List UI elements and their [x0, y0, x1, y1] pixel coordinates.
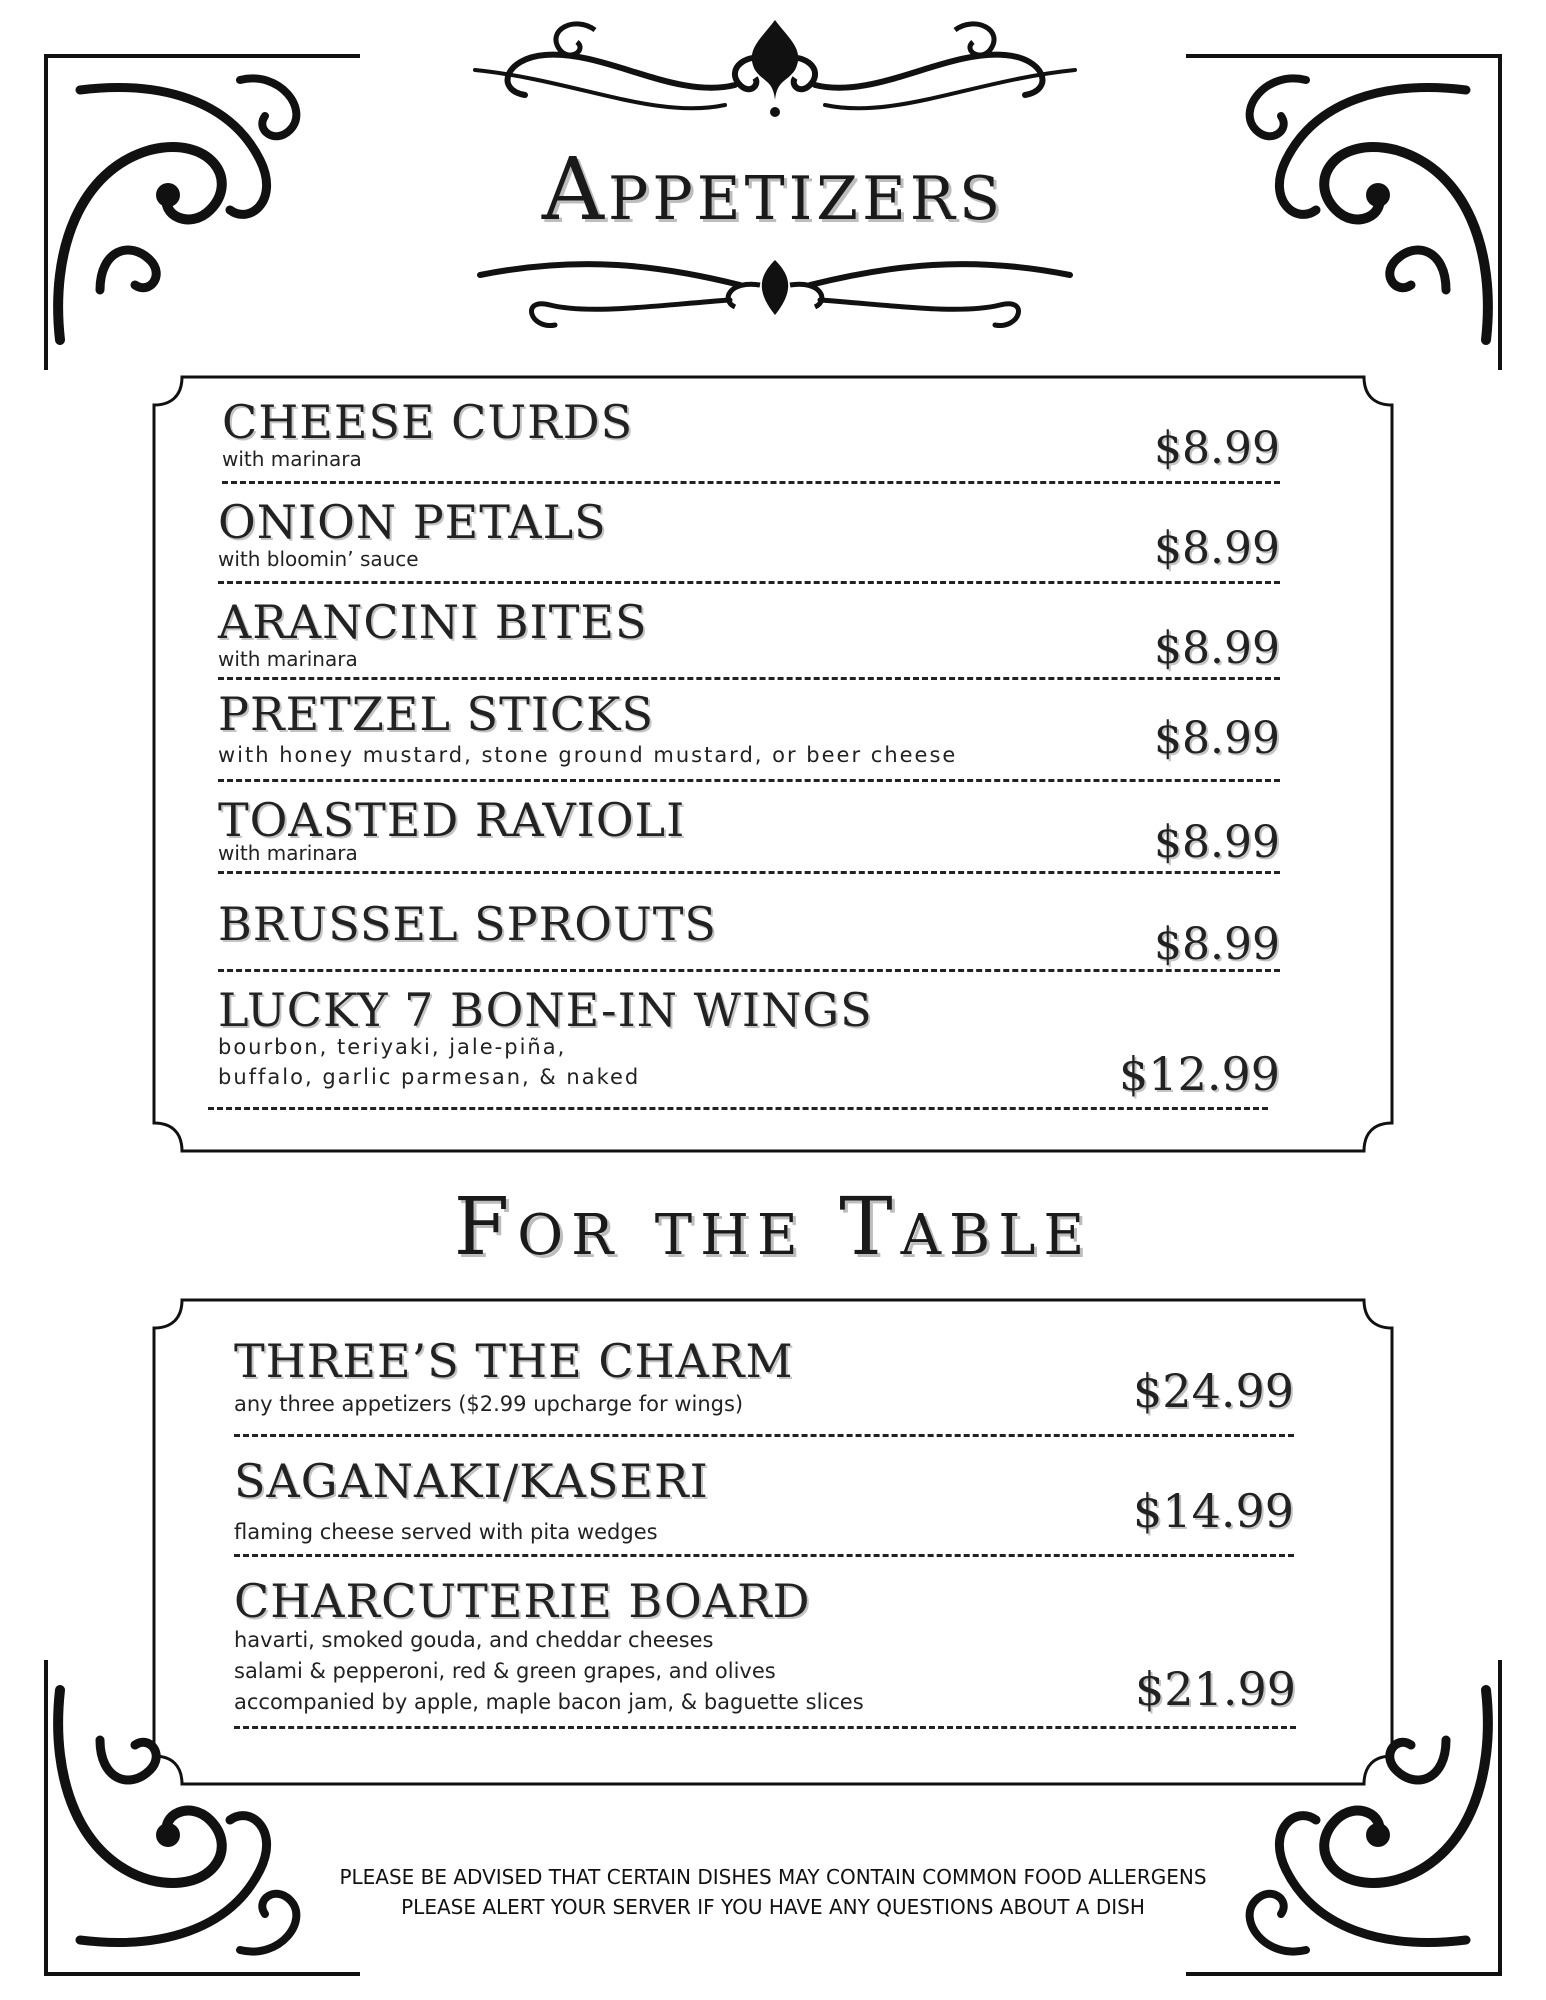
- item-name: TOASTED RAVIOLI: [218, 793, 686, 847]
- allergen-notice-line-2: PLEASE ALERT YOUR SERVER IF YOU HAVE ANY QUESTIONS ABOUT A DISH: [401, 1895, 1145, 1919]
- item-price: $8.99: [1154, 817, 1280, 868]
- item-name: LUCKY 7 BONE-IN WINGS: [218, 983, 873, 1037]
- item-price: $12.99: [1119, 1047, 1280, 1101]
- item-description-line-2: salami & pepperoni, red & green grapes, and olives: [234, 1659, 776, 1683]
- top-flourish: [455, 10, 1095, 140]
- item-description-line-2: buffalo, garlic parmesan, & naked: [218, 1065, 641, 1089]
- item-price: $14.99: [1133, 1484, 1294, 1538]
- menu-item-brussel-sprouts: [218, 897, 1280, 977]
- menu-item-threes-the-charm: [234, 1334, 1294, 1434]
- dashed-divider: [234, 1434, 1294, 1437]
- item-description-line-3: accompanied by apple, maple bacon jam, & baguette slices: [234, 1690, 864, 1714]
- item-description: with marinara: [222, 447, 362, 471]
- allergen-notice-line-1: PLEASE BE ADVISED THAT CERTAIN DISHES MAY CONTAIN COMMON FOOD ALLERGENS: [339, 1865, 1207, 1889]
- item-price: $8.99: [1154, 919, 1280, 970]
- appetizers-panel: [152, 375, 1394, 1153]
- item-description: flaming cheese served with pita wedges: [234, 1520, 658, 1544]
- item-name: ARANCINI BITES: [218, 595, 648, 649]
- item-description: with honey mustard, stone ground mustard, or beer cheese: [218, 743, 958, 767]
- title-underline-flourish: [460, 245, 1090, 345]
- item-description-line-1: havarti, smoked gouda, and cheddar cheeses: [234, 1628, 714, 1652]
- dashed-divider: [234, 1726, 1296, 1729]
- item-price: $24.99: [1133, 1364, 1294, 1418]
- item-name: SAGANAKI/KASERI: [234, 1454, 709, 1508]
- page-title-appetizers: Appetizers: [541, 140, 1005, 240]
- item-description: with bloomin’ sauce: [218, 547, 419, 571]
- item-name: CHEESE CURDS: [222, 395, 634, 449]
- for-the-table-panel: [152, 1298, 1394, 1786]
- dashed-divider: [222, 481, 1280, 484]
- dashed-divider: [218, 871, 1280, 874]
- menu-item-pretzel-sticks: [218, 687, 1280, 777]
- menu-item-onion-petals: [218, 495, 1280, 575]
- menu-item-charcuterie-board: [234, 1574, 1296, 1744]
- page-title-for-the-table: For the Table: [453, 1180, 1093, 1273]
- menu-item-lucky-7-wings: [218, 983, 1280, 1123]
- menu-item-cheese-curds: [222, 395, 1280, 475]
- menu-item-toasted-ravioli: [218, 793, 1280, 873]
- item-price: $8.99: [1154, 523, 1280, 574]
- dashed-divider: [208, 1107, 1268, 1110]
- item-name: CHARCUTERIE BOARD: [234, 1574, 811, 1628]
- item-price: $8.99: [1154, 623, 1280, 674]
- item-price: $21.99: [1135, 1662, 1296, 1716]
- item-description: with marinara: [218, 647, 358, 671]
- dashed-divider: [218, 677, 1280, 680]
- item-price: $8.99: [1154, 423, 1280, 474]
- item-price: $8.99: [1154, 713, 1280, 764]
- dashed-divider: [234, 1554, 1294, 1557]
- dashed-divider: [218, 779, 1280, 782]
- item-description: with marinara: [218, 841, 358, 865]
- item-description: any three appetizers ($2.99 upcharge for wings): [234, 1392, 744, 1416]
- menu-item-arancini-bites: [218, 595, 1280, 675]
- item-name: THREE’S THE CHARM: [234, 1334, 794, 1388]
- menu-item-saganaki-kaseri: [234, 1454, 1294, 1554]
- dashed-divider: [218, 581, 1280, 584]
- item-description-line-1: bourbon, teriyaki, jale-piña,: [218, 1035, 567, 1059]
- item-name: BRUSSEL SPROUTS: [218, 897, 717, 951]
- item-name: ONION PETALS: [218, 495, 607, 549]
- item-name: PRETZEL STICKS: [218, 687, 654, 741]
- dashed-divider: [218, 969, 1280, 972]
